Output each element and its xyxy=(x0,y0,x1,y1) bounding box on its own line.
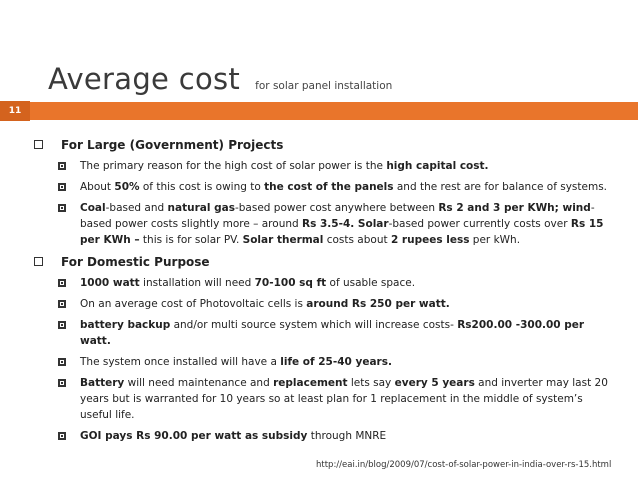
section-heading xyxy=(34,255,614,269)
text-run: and the rest are for balance of systems. xyxy=(393,181,607,193)
bold-text-run: Rs200.00 -300.00 per watt. xyxy=(80,319,585,347)
list-item-text xyxy=(80,158,489,174)
square-bullet-icon xyxy=(58,321,66,329)
list-item-text xyxy=(80,179,607,195)
hollow-square-bullet-icon xyxy=(34,140,43,149)
section-items xyxy=(58,275,614,444)
bold-text-run: around Rs 250 per watt. xyxy=(306,298,450,310)
square-bullet-icon xyxy=(58,183,66,191)
text-run: -based power costs slightly more – around xyxy=(80,202,595,230)
text-run: and inverter may last 20 years but is warranted for 10 years so at least plan for 1 replacement in the middle of system’s useful life. xyxy=(80,377,608,421)
square-bullet-icon xyxy=(58,204,66,212)
text-run: -based power cost anywhere between xyxy=(234,202,439,214)
list-item xyxy=(58,200,614,248)
text-run: installation will need xyxy=(139,277,255,289)
text-run: and/or multi source system which will increase costs- xyxy=(170,319,458,331)
list-item-text xyxy=(80,296,450,312)
text-run: About xyxy=(80,181,115,193)
list-item-text xyxy=(80,200,614,248)
section-heading-text: For Domestic Purpose xyxy=(61,255,210,269)
slide-title: Average cost xyxy=(48,62,241,96)
bold-text-run: the cost of the panels xyxy=(264,181,394,193)
section-heading xyxy=(34,138,614,152)
list-item xyxy=(58,179,614,195)
bold-text-run: Rs 3.5-4. Solar xyxy=(302,218,389,230)
list-item xyxy=(58,296,614,312)
slide-subtitle: for solar panel installation xyxy=(255,80,393,92)
hollow-square-bullet-icon xyxy=(34,257,43,266)
bold-text-run: Rs 15 per KWh – xyxy=(80,218,604,246)
square-bullet-icon xyxy=(58,279,66,287)
bold-text-run: 2 rupees less xyxy=(390,234,470,246)
text-run: of usable space. xyxy=(326,277,416,289)
bold-text-run: Battery xyxy=(80,377,125,389)
text-run: this is for solar PV. xyxy=(139,234,243,246)
list-item-text xyxy=(80,354,392,370)
bold-text-run: Rs 2 and 3 per KWh; wind xyxy=(438,202,591,214)
bold-text-run: high capital cost. xyxy=(386,160,489,172)
list-item-text xyxy=(80,317,614,349)
text-run: costs about xyxy=(323,234,391,246)
square-bullet-icon xyxy=(58,358,66,366)
text-run: lets say xyxy=(347,377,395,389)
text-run: The system once installed will have a xyxy=(80,356,281,368)
list-item xyxy=(58,275,614,291)
list-item xyxy=(58,317,614,349)
square-bullet-icon xyxy=(58,432,66,440)
text-run: per kWh. xyxy=(469,234,521,246)
bold-text-run: every 5 years xyxy=(394,377,475,389)
list-item xyxy=(58,375,614,423)
text-run: On an average cost of Photovoltaic cells is xyxy=(80,298,307,310)
square-bullet-icon xyxy=(58,379,66,387)
text-run: will need maintenance and xyxy=(124,377,274,389)
text-run: -based and xyxy=(105,202,168,214)
square-bullet-icon xyxy=(58,162,66,170)
bold-text-run: Coal xyxy=(80,202,106,214)
bold-text-run: Solar thermal xyxy=(242,234,324,246)
text-run: The primary reason for the high cost of solar power is the xyxy=(80,160,387,172)
bold-text-run: 50% xyxy=(114,181,140,193)
section-items xyxy=(58,158,614,248)
section-heading-text: For Large (Government) Projects xyxy=(61,138,284,152)
slide-number: 11 xyxy=(0,101,30,121)
header-rule-bar xyxy=(0,102,638,120)
text-run: -based power currently costs over xyxy=(388,218,571,230)
list-item xyxy=(58,428,614,444)
list-item xyxy=(58,354,614,370)
bold-text-run: battery backup xyxy=(80,319,171,331)
list-item-text xyxy=(80,428,386,444)
slide-title-row xyxy=(48,62,392,96)
bold-text-run: natural gas xyxy=(167,202,235,214)
bold-text-run: 1000 watt xyxy=(80,277,140,289)
source-link[interactable]: http://eai.in/blog/2009/07/cost-of-solar-power-in-india-over-rs-15.html xyxy=(316,460,612,470)
bold-text-run: life of 25-40 years. xyxy=(280,356,392,368)
list-item xyxy=(58,158,614,174)
slide-content xyxy=(34,136,614,444)
text-run: of this cost is owing to xyxy=(139,181,265,193)
bold-text-run: replacement xyxy=(273,377,348,389)
list-item-text xyxy=(80,275,415,291)
square-bullet-icon xyxy=(58,300,66,308)
list-item-text xyxy=(80,375,614,423)
text-run: through MNRE xyxy=(307,430,387,442)
bold-text-run: GOI pays Rs 90.00 per watt as subsidy xyxy=(80,430,308,442)
bold-text-run: 70-100 sq ft xyxy=(254,277,327,289)
